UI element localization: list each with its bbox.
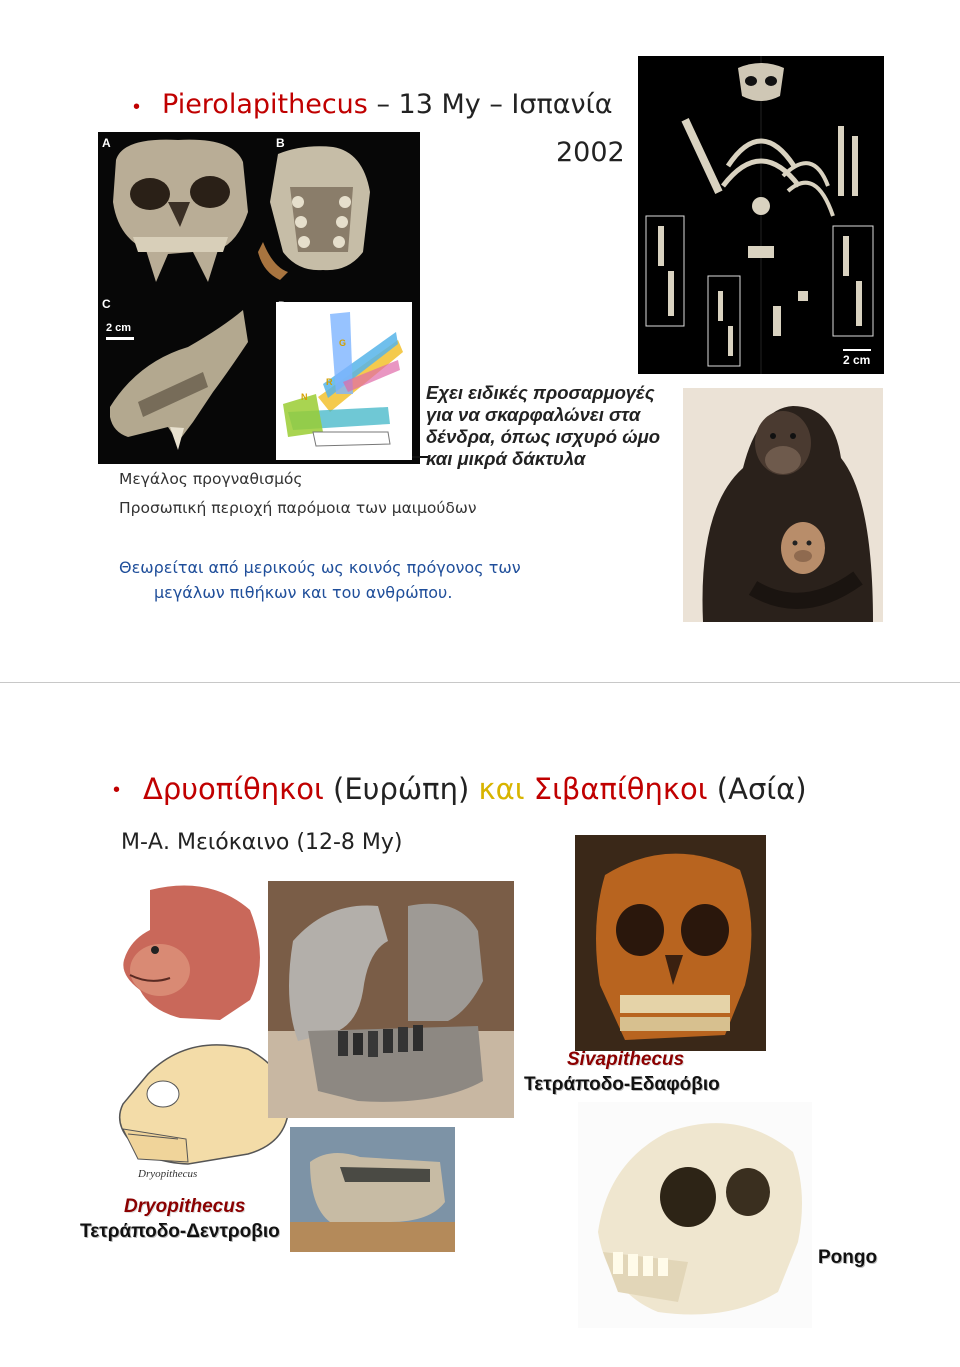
slide2-title	[143, 772, 807, 806]
slide2-title-bullet: •	[113, 779, 121, 801]
adaptation-line-4: και μικρά δάκτυλα	[426, 448, 586, 469]
slide2-subtitle: Μ-Α. Μειόκαινο (12-8 My)	[121, 830, 403, 855]
title-age-location: – 13 My – Ισπανία	[367, 89, 613, 120]
title-dryopithecines: Δρυοπίθηκοι	[143, 772, 324, 806]
skull-figure	[98, 132, 420, 464]
scale-bar-left	[106, 337, 134, 340]
mandible-art	[290, 1127, 455, 1252]
skeleton-photo	[638, 56, 884, 374]
adaptation-line-2: για να σκαρφαλώνει στα	[426, 404, 641, 425]
skull-drawing-art	[108, 1034, 293, 1169]
sivapithecus-skull-photo	[575, 835, 766, 1051]
adaptation-line-1: Εχει ειδικές προσαρμογές	[426, 382, 655, 403]
dryopithecus-reconstruction-drawing	[110, 880, 270, 1030]
title-asia: (Ασία)	[707, 772, 807, 806]
panel-label-d: D	[278, 299, 287, 313]
prognathism-caption: Μεγάλος προγναθισμός	[119, 470, 303, 488]
pongo-art	[578, 1102, 812, 1328]
skull-drawing-caption: Dryopithecus	[138, 1168, 198, 1180]
adaptation-line-3: δένδρα, όπως ισχυρό ώμο	[426, 426, 661, 447]
dryopithecus-jaw-photo	[268, 881, 514, 1118]
ancestor-note-line-1: Θεωρείται από μερικούς ως κοινός πρόγονος των	[119, 558, 521, 577]
jaw-photo-art	[268, 881, 514, 1118]
sivapithecus-label: Sivapithecus	[567, 1049, 685, 1070]
title-sivapithecines: Σιβαπίθηκοι	[524, 772, 708, 806]
dryopithecus-skull-drawing	[108, 1034, 293, 1189]
title-and: και	[478, 772, 525, 806]
scale-bar-label-left: 2 cm	[106, 322, 132, 334]
skull-figure-art	[98, 132, 420, 464]
diagram-label-g: G	[339, 338, 347, 348]
face-caption: Προσωπική περιοχή παρόμοια των μαιμούδων	[119, 499, 477, 517]
title-species-name: Pierolapithecus	[162, 89, 368, 120]
panel-label-b: B	[276, 136, 285, 150]
dryopithecus-mandible-photo	[290, 1127, 455, 1252]
pongo-label: Pongo	[818, 1247, 878, 1268]
ape-mother-infant-photo	[683, 388, 883, 622]
panel-label-a: A	[102, 136, 111, 150]
adaptation-caption	[426, 382, 688, 470]
title-europe: (Ευρώπη)	[323, 772, 479, 806]
dryopithecus-type-label: Τετράποδο-Δεντροβιο	[80, 1221, 280, 1242]
reconstruction-art	[110, 880, 270, 1030]
diagram-label-n: N	[301, 392, 308, 402]
skeleton-art	[638, 56, 884, 374]
slide1-title	[162, 89, 613, 120]
slide-pierolapithecus	[0, 0, 960, 683]
slide-dryopithecus-sivapithecus	[0, 684, 960, 1367]
ancestor-note-line-2: μεγάλων πιθήκων και του ανθρώπου.	[154, 583, 453, 602]
title-bullet: •	[133, 96, 141, 118]
sivapithecus-art	[575, 835, 766, 1051]
diagram-label-r: R	[326, 377, 333, 387]
sivapithecus-type-label: Τετράποδο-Εδαφόβιο	[524, 1074, 720, 1095]
scale-bar-label-right: 2 cm	[843, 353, 871, 367]
ape-art	[683, 388, 883, 622]
title-year: 2002	[556, 137, 625, 168]
pongo-skull-photo	[578, 1102, 812, 1328]
dryopithecus-label: Dryopithecus	[124, 1196, 246, 1217]
panel-label-c: C	[102, 297, 111, 311]
